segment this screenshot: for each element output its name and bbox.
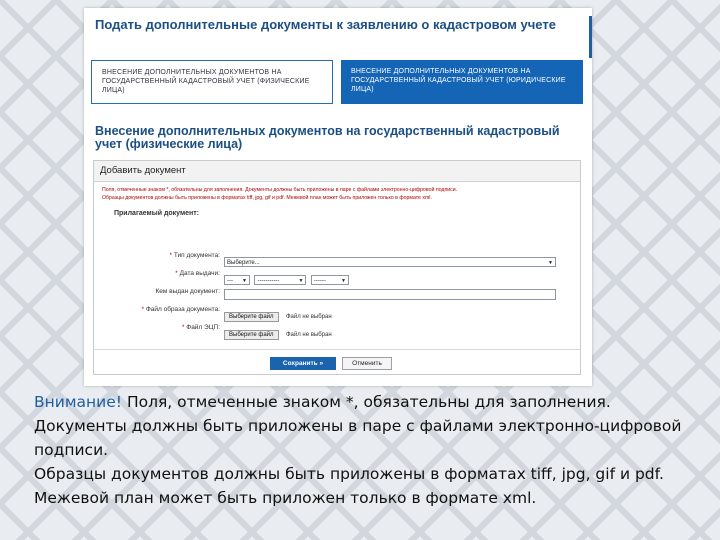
issue-year-select[interactable]: ------ ▼: [311, 275, 349, 285]
row-issue-date: [94, 269, 580, 284]
section-title: Внесение дополнительных документов на государственный кадастровый учет (физические лица): [95, 124, 560, 151]
attached-document-label: Прилагаемый документ:: [114, 210, 200, 217]
screenshot-panel: [84, 8, 592, 386]
row-sig-file: [94, 323, 580, 338]
image-file-status: Файл не выбран: [285, 314, 332, 320]
form-note-line2: Образцы документов должны быть приложены в форматах tiff, jpg, gif и pdf. Межевой план может быть приложен только в формате xml.: [102, 195, 432, 201]
row-issuer: [94, 287, 580, 299]
image-file-button[interactable]: Выберите файл: [224, 312, 279, 322]
doc-type-select[interactable]: Выберите... ▼: [224, 257, 556, 267]
row-doc-type: [94, 251, 580, 266]
issue-day-select[interactable]: --- ▼: [224, 275, 250, 285]
notice-line1: Внимание! Поля, отмеченные знаком *, обязательны для заполнения.: [34, 393, 611, 411]
row-image-file: [94, 305, 580, 320]
sig-file-button[interactable]: Выберите файл: [224, 330, 279, 340]
notice-line4: Межевой план может быть приложен только в формате xml.: [34, 489, 537, 507]
applicant-type-individual[interactable]: ВНЕСЕНИЕ ДОПОЛНИТЕЛЬНЫХ ДОКУМЕНТОВ НА ГОСУДАРСТВЕННЫЙ КАДАСТРОВЫЙ УЧЕТ (ФИЗИЧЕСКИЕ ЛИЦА): [91, 60, 333, 104]
form-note-line1: Поля, отмеченные знаком *, обязательны для заполнения. Документы должны быть приложены в паре с файлами электронно-цифровой подписи.: [102, 187, 458, 193]
image-file-label: * Файл образа документа:: [141, 306, 220, 313]
issue-month-select[interactable]: ----------- ▼: [254, 275, 306, 285]
page-title: Подать дополнительные документы к заявлению о кадастровом учете: [95, 17, 556, 32]
notice-line2: Документы должны быть приложены в паре с файлами электронно-цифровой подписи.: [34, 417, 682, 459]
form-title: Добавить документ: [94, 161, 580, 182]
chevron-down-icon: ▼: [298, 278, 304, 284]
sig-file-label: * Файл ЭЦП:: [181, 324, 220, 331]
chevron-down-icon: ▼: [548, 260, 553, 266]
sig-file-status: Файл не выбран: [285, 332, 332, 338]
issuer-input[interactable]: [224, 289, 556, 300]
cancel-button[interactable]: Отменить: [342, 357, 392, 370]
form-note: [94, 182, 580, 202]
chevron-down-icon: ▼: [340, 278, 346, 284]
add-document-form: [93, 160, 581, 375]
issue-date-label: * Дата выдачи:: [175, 270, 220, 277]
notice-warning: Внимание!: [34, 393, 122, 411]
notice-line3: Образцы документов должны быть приложены в форматах tiff, jpg, gif и pdf.: [34, 465, 664, 483]
doc-type-label: * Тип документа:: [169, 252, 220, 259]
header-accent-bar: [589, 16, 592, 58]
notice-text: [34, 390, 714, 510]
save-button[interactable]: Сохранить »: [270, 357, 336, 370]
chevron-down-icon: ▼: [242, 278, 247, 284]
form-divider: [94, 349, 580, 350]
issuer-label: Кем выдан документ:: [155, 288, 220, 295]
applicant-type-legal-entity[interactable]: ВНЕСЕНИЕ ДОПОЛНИТЕЛЬНЫХ ДОКУМЕНТОВ НА ГОСУДАРСТВЕННЫЙ КАДАСТРОВЫЙ УЧЕТ (ЮРИДИЧЕСКИЕ ЛИЦА): [341, 60, 583, 104]
